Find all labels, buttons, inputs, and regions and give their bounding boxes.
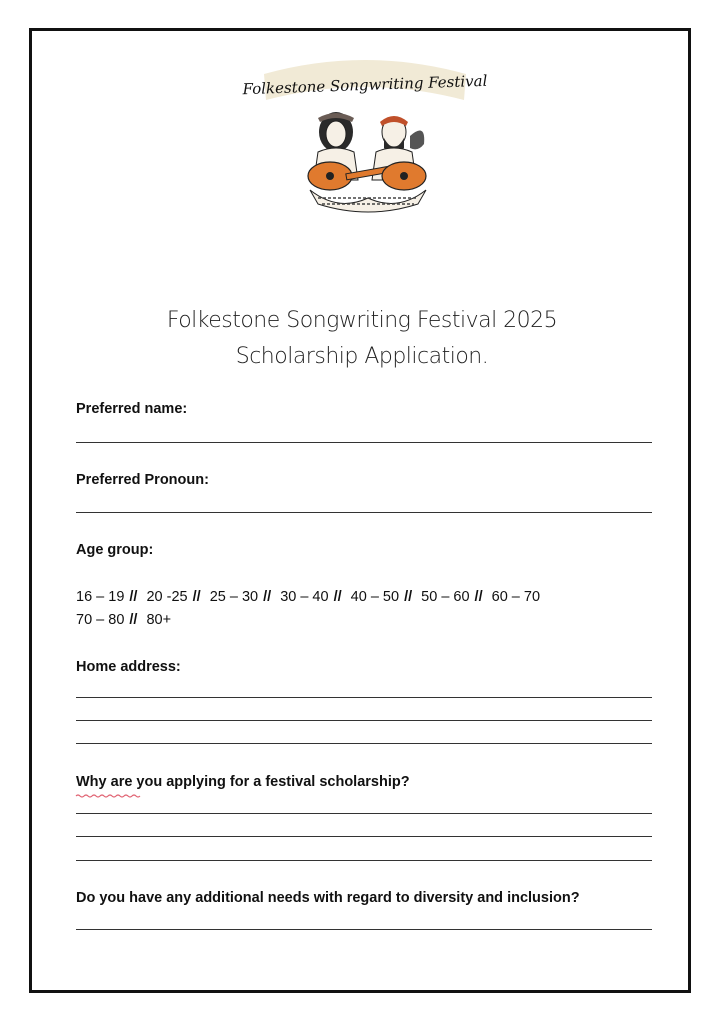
preferred-pronoun-line[interactable] — [76, 512, 652, 513]
age-separator: // — [129, 612, 138, 628]
festival-logo — [242, 52, 488, 212]
preferred-name-label: Preferred name: — [76, 401, 188, 417]
age-option[interactable]: 70 – 80 — [76, 612, 125, 628]
preferred-name-line[interactable] — [76, 442, 652, 443]
logo-banner-text: Folkestone Songwriting Festival — [242, 71, 488, 99]
age-option[interactable]: 40 – 50 — [350, 589, 400, 605]
age-separator: // — [263, 589, 272, 605]
legs — [310, 190, 426, 212]
age-option[interactable]: 30 – 40 — [280, 589, 329, 605]
age-option[interactable]: 80+ — [146, 612, 172, 628]
age-option[interactable]: 16 – 19 — [76, 589, 125, 605]
why-apply-label: Why are you applying for a festival scholarship? — [76, 774, 410, 790]
additional-needs-line[interactable] — [76, 929, 652, 930]
age-options-row-2 — [76, 612, 171, 628]
home-address-line-3[interactable] — [76, 743, 652, 744]
home-address-label: Home address: — [76, 659, 181, 675]
preferred-pronoun-label: Preferred Pronoun: — [76, 472, 209, 488]
age-options-row-1 — [76, 589, 540, 605]
why-apply-line-3[interactable] — [76, 860, 652, 861]
age-option[interactable]: 25 – 30 — [209, 589, 259, 605]
age-separator: // — [192, 589, 201, 605]
age-option[interactable]: 20 -25 — [146, 589, 188, 605]
age-group-label: Age group: — [76, 542, 154, 558]
why-apply-line-2[interactable] — [76, 836, 652, 837]
additional-needs-label: Do you have any additional needs with regard to diversity and inclusion? — [76, 890, 580, 906]
form-subtitle: Scholarship Application. — [235, 344, 489, 369]
home-address-line-2[interactable] — [76, 720, 652, 721]
home-address-line-1[interactable] — [76, 697, 652, 698]
why-apply-line-1[interactable] — [76, 813, 652, 814]
woman-face — [326, 121, 346, 147]
age-option[interactable]: 60 – 70 — [491, 589, 541, 605]
man-mascot — [410, 131, 424, 150]
age-separator: // — [333, 589, 342, 605]
age-separator: // — [129, 589, 138, 605]
spellcheck-underline — [76, 794, 142, 798]
form-title: Folkestone Songwriting Festival 2025 — [166, 308, 558, 333]
age-separator: // — [474, 589, 483, 605]
age-option[interactable]: 50 – 60 — [421, 589, 470, 605]
age-separator: // — [404, 589, 413, 605]
